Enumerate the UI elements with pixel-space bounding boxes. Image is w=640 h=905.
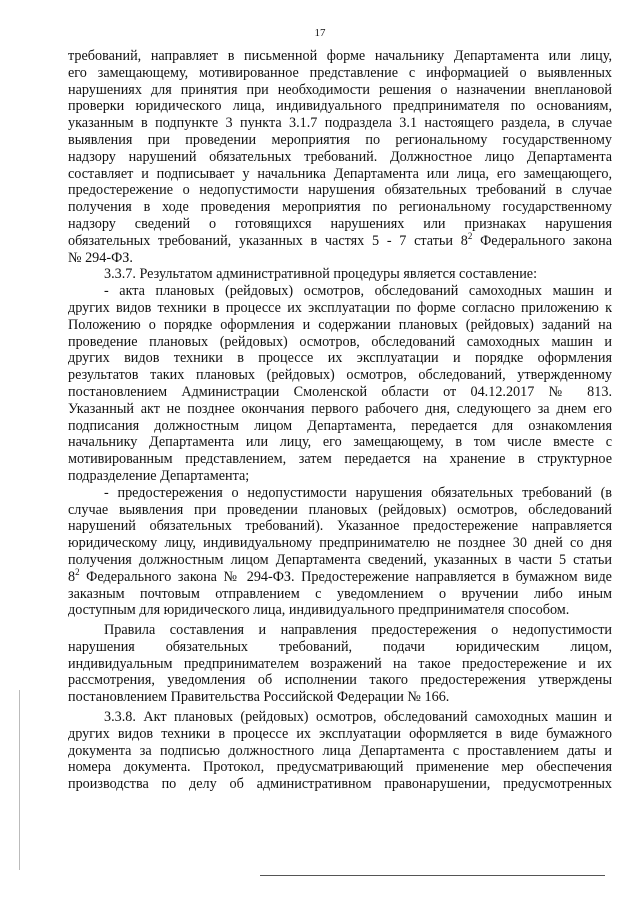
superscript: 2 bbox=[75, 566, 80, 577]
text-line: документа за подписью должностного лица Департамента с проставлением даты и bbox=[68, 742, 612, 759]
text-line: нарушениях для принятия при необходимости решения о назначении внеплановой bbox=[68, 81, 612, 98]
text-line: нарушений обязательных требований). Указанное предостережение направляется bbox=[68, 518, 612, 535]
paragraph-1 bbox=[68, 48, 612, 266]
text-line: надзору сведений о готовящихся нарушениях или признаках нарушения bbox=[68, 215, 612, 232]
text-line: других видов техники в процессе их эксплуатации оформляется в виде бумажного bbox=[68, 725, 612, 742]
text-line: 3.3.7. Результатом административной процедуры является составление: bbox=[104, 266, 538, 283]
text-line: подразделение Департамента; bbox=[68, 467, 250, 484]
superscript: 2 bbox=[467, 230, 473, 241]
text-line: номера документа. Протокол, предусматривающий применение мер обеспечения bbox=[68, 759, 612, 776]
text-line: производства по делу об административном правонарушении, предусмотренных bbox=[68, 776, 612, 793]
text-line: - предостережения о недопустимости нарушения обязательных требований (в bbox=[104, 484, 612, 501]
text-line: Правила составления и направления предостережения о недопустимости bbox=[104, 622, 612, 639]
document-body bbox=[68, 48, 612, 793]
text-line: постановлением Администрации Смоленской области от 04.12.2017 № 813. bbox=[68, 383, 612, 400]
text-line: индивидуальным предпринимателем возражений на такое предостережение и их bbox=[68, 655, 612, 672]
paragraph-2 bbox=[68, 266, 612, 283]
text-line: выявления при проведении мероприятия по региональному государственному bbox=[68, 131, 612, 148]
text-line: 3.3.8. Акт плановых (рейдовых) осмотров, обследований самоходных машин и bbox=[104, 709, 612, 726]
text-line: начальнику Департамента или лицу, его замещающему, в том числе вместе с bbox=[68, 434, 612, 451]
text-line: других видов техники в процессе их эксплуатации и порядке оформления bbox=[68, 350, 612, 367]
text-line: проведение плановых (рейдовых) осмотров, обследований самоходных машин и bbox=[68, 333, 612, 350]
text-line: - акта плановых (рейдовых) осмотров, обследований самоходных машин и bbox=[104, 283, 612, 300]
text-line: результатов таких плановых (рейдовых) осмотров, обследований, утвержденному bbox=[68, 367, 612, 384]
text-line: получения должностным лицом Департамента сведений, указанных в части 5 статьи bbox=[68, 551, 612, 568]
text-line: других видов техники в процессе их эксплуатации по форме согласно приложению к bbox=[68, 299, 612, 316]
text-line: юридическому лицу, индивидуальному предпринимателю не позднее 30 дней со дня bbox=[68, 535, 612, 552]
text-line: Указанный акт не позднее окончания первого рабочего дня, следующего за днем его bbox=[68, 400, 612, 417]
text-line: нарушения обязательных требований, подачи юридическим лицом, bbox=[68, 638, 612, 655]
text-line: получения в ходе проведения мероприятия по региональному государственному bbox=[68, 199, 612, 216]
text-line: № 294-ФЗ. bbox=[68, 249, 133, 266]
text-line: его замещающему, мотивированное представление с информацией о выявленных bbox=[68, 64, 612, 81]
paragraph-3 bbox=[68, 283, 612, 485]
text-line: заказным почтовым отправлением с уведомлением о вручении либо иным bbox=[68, 585, 612, 602]
text-line: требований, направляет в письменной форме начальнику Департамента или лицу, bbox=[68, 48, 612, 64]
text-line: подписания должностным лицом Департамента, передается для ознакомления bbox=[68, 417, 612, 434]
text-span: 8 bbox=[68, 568, 76, 585]
text-line: доступным для юридического лица, индивидуального предпринимателя способом. bbox=[68, 602, 570, 619]
text-span: обязательных требований, указанных в частях 5 - 7 статьи 8 bbox=[68, 232, 468, 249]
text-line: постановлением Правительства Российской Федерации № 166. bbox=[68, 689, 450, 706]
text-span: Федерального закона bbox=[472, 232, 612, 249]
text-line: рассмотрения, уведомления об исполнении такого предостережения утверждены bbox=[68, 672, 612, 689]
text-span: Федерального закона № 294-ФЗ. Предостережение направляется в бумажном виде bbox=[79, 568, 612, 585]
paragraph-4 bbox=[68, 485, 612, 619]
text-line: предостережение о недопустимости нарушения обязательных требований в случае bbox=[68, 182, 612, 199]
text-line: случае выявления при проведении плановых (рейдовых) осмотров, обследований bbox=[68, 501, 612, 518]
paragraph-6 bbox=[68, 709, 612, 793]
text-line: Положению о порядке оформления и содержании плановых (рейдовых) заданий на bbox=[68, 316, 612, 333]
text-line: составляет и подписывает у начальника Департамента или лица, его замещающего, bbox=[68, 165, 612, 182]
paragraph-5 bbox=[68, 622, 612, 706]
scan-edge-line bbox=[19, 690, 20, 870]
text-line bbox=[68, 230, 612, 250]
text-line: указанным в подпункте 3 пункта 3.1.7 подраздела 3.1 настоящего раздела, в случае bbox=[68, 115, 612, 132]
text-line: проверки юридического лица, индивидуального предпринимателя по основаниям, bbox=[68, 98, 612, 115]
page-number: 17 bbox=[314, 27, 326, 39]
text-line bbox=[68, 566, 612, 586]
text-line: надзору нарушений обязательных требований. Должностное лицо Департамента bbox=[68, 148, 612, 165]
footer-rule bbox=[260, 875, 605, 876]
text-line: мотивированным представлением, затем передается на хранение в структурное bbox=[68, 451, 612, 468]
